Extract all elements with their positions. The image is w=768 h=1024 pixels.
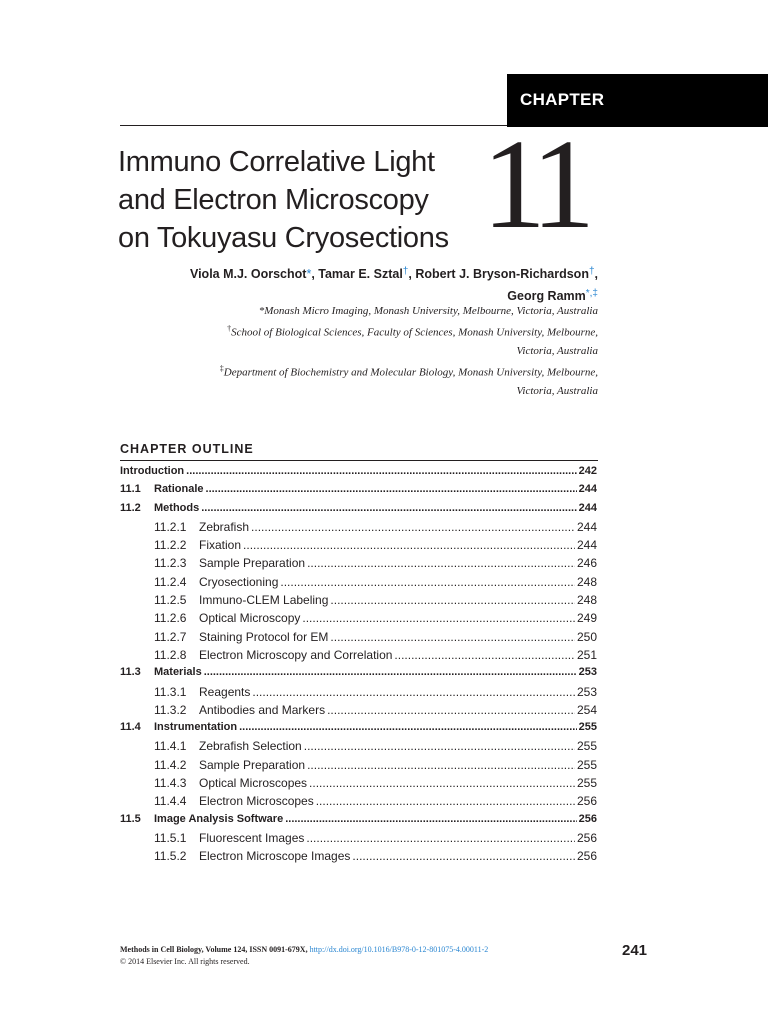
affiliations (138, 302, 598, 400)
toc-entry-number: 11.2.7 (154, 629, 187, 644)
toc-entry-page: 256 (576, 830, 597, 845)
author-name: Tamar E. Sztal (318, 267, 403, 281)
author-name: Viola M.J. Oorschot (189, 267, 307, 281)
toc-entry-label: Rationale (154, 483, 204, 496)
toc-entry-number: 11.4 (120, 721, 141, 734)
toc-entry-label: Sample Preparation (199, 556, 306, 571)
toc-entry-number: 11.2.6 (154, 611, 187, 626)
toc-entry-page: 256 (576, 794, 597, 809)
toc-entry[interactable] (120, 849, 597, 867)
toc-entry[interactable] (120, 758, 597, 776)
author-name: Georg Ramm (507, 289, 586, 303)
toc-entry[interactable] (120, 556, 597, 574)
chapter-title (118, 143, 498, 257)
toc-entry[interactable] (120, 648, 597, 666)
title-line-2: and Electron Microscopy (118, 184, 429, 216)
toc-leader-dots (186, 465, 576, 477)
toc-entry-number: 11.2.8 (154, 647, 187, 662)
toc-entry-number: 11.5.1 (154, 830, 187, 845)
toc-entry-label: Cryosectioning (199, 574, 279, 589)
toc-entry-page: 244 (576, 519, 597, 534)
chapter-label: CHAPTER (520, 90, 605, 109)
toc-entry[interactable] (120, 721, 597, 739)
toc-entry-page: 251 (576, 647, 597, 662)
toc-entry-label: Electron Microscopy and Correlation (199, 647, 393, 662)
toc-entry-page: 256 (576, 849, 597, 864)
toc-entry-page: 255 (578, 721, 597, 734)
toc-entry-page: 244 (578, 501, 597, 514)
toc-entry-page: 254 (576, 702, 597, 717)
toc-entry-number: 11.3 (120, 666, 141, 679)
toc-entry-label: Materials (154, 666, 202, 679)
toc-entry-number: 11.3.1 (154, 684, 187, 699)
toc-entry[interactable] (120, 703, 597, 721)
toc-leader-dots (306, 831, 575, 845)
copyright: © 2014 Elsevier Inc. All rights reserved. (120, 957, 250, 966)
toc-entry-label: Reagents (199, 684, 251, 699)
toc-entry-label: Zebrafish Selection (199, 739, 302, 754)
toc-entry-page: 248 (576, 593, 597, 608)
toc-entry[interactable] (120, 813, 597, 831)
toc-leader-dots (307, 758, 575, 772)
toc-entry-number: 11.2 (120, 501, 141, 514)
toc-entry-number: 11.2.2 (154, 538, 187, 553)
toc-entry-label: Antibodies and Markers (199, 702, 326, 717)
toc-entry-label: Zebrafish (199, 519, 250, 534)
toc-entry-page: 246 (576, 556, 597, 571)
toc-entry[interactable] (120, 794, 597, 812)
toc-entry-page: 253 (578, 666, 597, 679)
toc-entry[interactable] (120, 831, 597, 849)
toc-entry[interactable] (120, 575, 597, 593)
toc-entry-label: Electron Microscope Images (199, 849, 351, 864)
toc-entry-label: Sample Preparation (199, 757, 306, 772)
toc-entry-number: 11.1 (120, 483, 141, 496)
toc-leader-dots (280, 575, 575, 589)
toc-entry-number: 11.4.1 (154, 739, 187, 754)
table-of-contents (120, 465, 597, 868)
author-mark-link[interactable]: † (588, 266, 595, 277)
toc-leader-dots (239, 721, 577, 733)
toc-entry-label: Staining Protocol for EM (199, 629, 329, 644)
toc-entry-number: 11.4.4 (154, 794, 187, 809)
toc-leader-dots (302, 611, 575, 625)
toc-entry-label: Image Analysis Software (154, 812, 284, 825)
toc-entry[interactable] (120, 685, 597, 703)
toc-leader-dots (394, 648, 575, 662)
toc-entry[interactable] (120, 776, 597, 794)
toc-entry-label: Optical Microscopes (199, 776, 308, 791)
toc-leader-dots (330, 630, 575, 644)
doi-link[interactable]: http://dx.doi.org/10.1016/B978-0-12-801075-4.00011-2 (309, 945, 489, 954)
author-name: Robert J. Bryson-Richardson (415, 267, 589, 281)
affiliation-2: †School of Biological Sciences, Faculty of Sciences, Monash University, Melbourne, (227, 324, 598, 339)
toc-leader-dots (251, 520, 575, 534)
author-list (190, 262, 598, 306)
toc-entry-number: 11.4.2 (154, 757, 187, 772)
toc-leader-dots (206, 483, 577, 495)
footer (120, 944, 488, 968)
outline-rule (120, 460, 598, 461)
author-mark-link[interactable]: *,‡ (585, 288, 598, 299)
toc-entry-page: 244 (578, 483, 597, 496)
toc-entry-number: 11.2.3 (154, 556, 187, 571)
chapter-number: 11 (482, 113, 586, 255)
toc-entry-page: 253 (576, 684, 597, 699)
toc-entry-page: 250 (576, 629, 597, 644)
toc-entry[interactable] (120, 593, 597, 611)
toc-entry[interactable] (120, 520, 597, 538)
author-mark-link[interactable]: * (306, 267, 312, 281)
page-number: 241 (622, 942, 648, 959)
toc-entry-page: 255 (576, 776, 597, 791)
toc-entry[interactable] (120, 666, 597, 684)
toc-leader-dots (285, 813, 576, 825)
toc-entry-number: 11.5 (120, 812, 141, 825)
toc-entry-label: Methods (154, 501, 200, 514)
toc-leader-dots (352, 849, 575, 863)
author-line-1: Viola M.J. Oorschot*, Tamar E. Sztal†, Robert J. Bryson-Richardson†, (189, 266, 598, 281)
toc-entry-label: Instrumentation (154, 721, 238, 734)
toc-leader-dots (307, 556, 575, 570)
toc-entry-number: 11.2.4 (154, 574, 187, 589)
toc-entry-number: 11.2.5 (154, 593, 187, 608)
toc-entry-number: 11.3.2 (154, 702, 187, 717)
toc-entry[interactable] (120, 538, 597, 556)
affiliation-2-cont: Victoria, Australia (516, 345, 598, 358)
toc-entry-page: 255 (576, 739, 597, 754)
toc-entry-page: 248 (576, 574, 597, 589)
toc-leader-dots (309, 776, 575, 790)
toc-entry-label: Electron Microscopes (199, 794, 314, 809)
toc-entry-page: 242 (578, 465, 597, 477)
toc-leader-dots (204, 666, 577, 678)
toc-entry[interactable] (120, 611, 597, 629)
toc-entry-page: 256 (578, 812, 597, 825)
toc-entry-number: 11.2.1 (154, 519, 187, 534)
header-rule (120, 125, 507, 126)
author-mark-link[interactable]: † (402, 266, 409, 277)
toc-entry[interactable] (120, 465, 597, 483)
toc-entry[interactable] (120, 630, 597, 648)
affiliation-3-cont: Victoria, Australia (516, 385, 598, 398)
toc-entry-page: 249 (576, 611, 597, 626)
toc-entry-label: Fluorescent Images (199, 830, 305, 845)
toc-entry-label: Optical Microscopy (199, 611, 301, 626)
toc-entry[interactable] (120, 502, 597, 520)
outline-heading: CHAPTER OUTLINE (120, 442, 254, 456)
title-line-1: Immuno Correlative Light (118, 146, 435, 178)
toc-entry-number: 11.4.3 (154, 776, 187, 791)
toc-entry[interactable] (120, 739, 597, 757)
toc-leader-dots (330, 593, 575, 607)
toc-leader-dots (252, 685, 575, 699)
title-line-3: on Tokuyasu Cryosections (118, 222, 449, 254)
affiliation-3: ‡Department of Biochemistry and Molecular Biology, Monash University, Melbourne, (219, 364, 598, 379)
affiliation-1: *Monash Micro Imaging, Monash University, Melbourne, Victoria, Australia (258, 305, 598, 317)
toc-leader-dots (304, 739, 575, 753)
toc-leader-dots (201, 502, 576, 514)
toc-entry-page: 255 (576, 757, 597, 772)
toc-leader-dots (327, 703, 575, 717)
toc-entry[interactable] (120, 483, 597, 501)
toc-entry-label: Immuno-CLEM Labeling (199, 593, 329, 608)
toc-entry-label: Fixation (199, 538, 242, 553)
toc-entry-label: Introduction (120, 465, 185, 477)
toc-entry-number: 11.5.2 (154, 849, 187, 864)
journal-citation: Methods in Cell Biology, Volume 124, ISSN 0091-679X, (120, 945, 308, 954)
toc-leader-dots (316, 794, 575, 808)
toc-entry-page: 244 (576, 538, 597, 553)
toc-leader-dots (243, 538, 575, 552)
